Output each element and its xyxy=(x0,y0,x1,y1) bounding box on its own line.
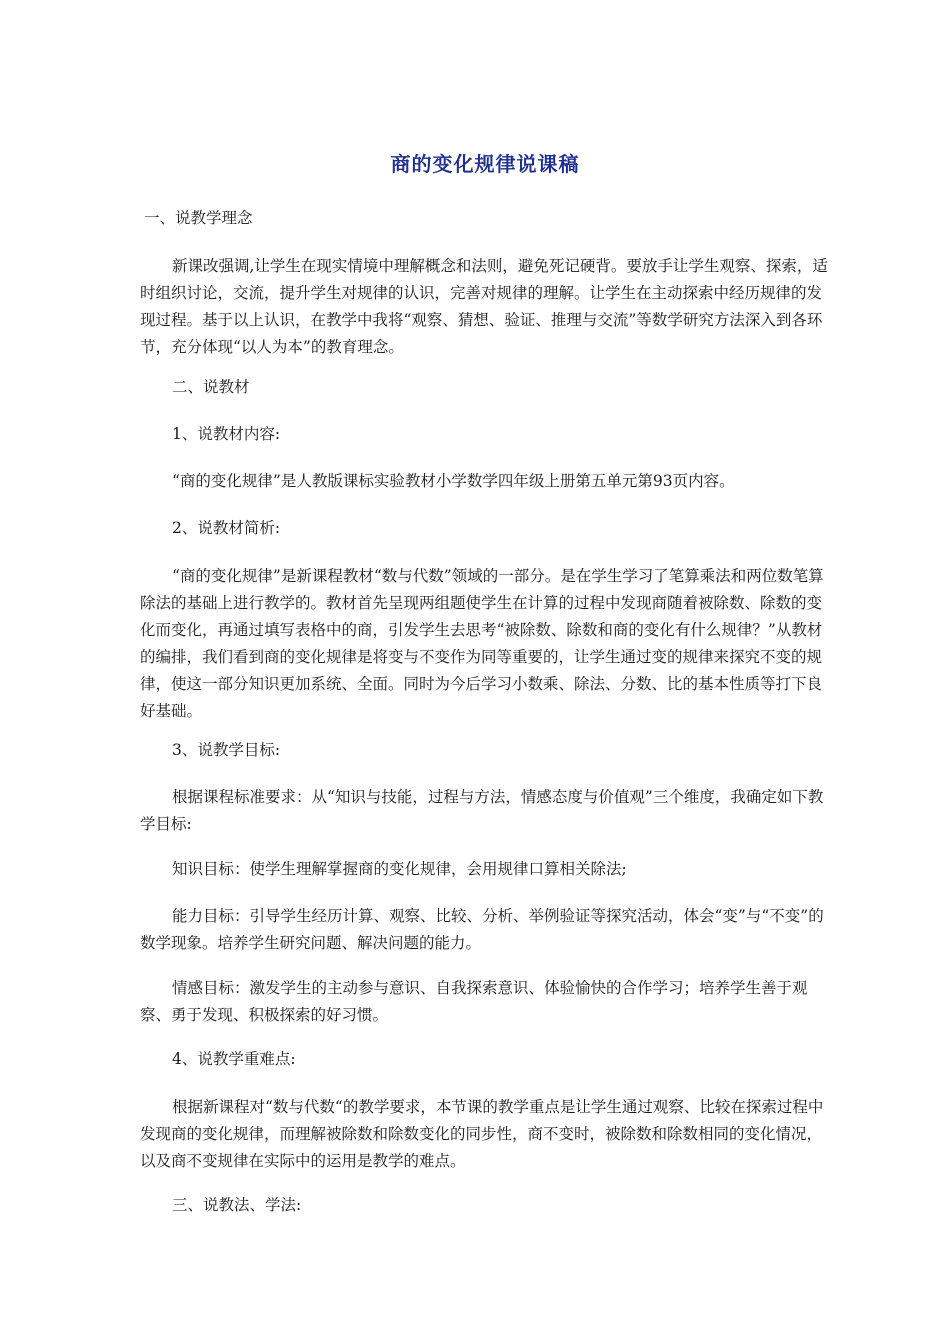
subheading-textbook-analysis: 2、说教材简析: xyxy=(172,519,281,537)
subheading-key-points: 4、说教学重难点: xyxy=(172,1050,296,1068)
paragraph-textbook-content: “商的变化规律”是人教版课标实验教材小学数学四年级上册第五单元第93页内容。 xyxy=(172,472,735,490)
subheading-teaching-goals: 3、说教学目标: xyxy=(172,741,281,759)
document-title: 商的变化规律说课稿 xyxy=(390,152,580,176)
paragraph-ability-goal: 能力目标：引导学生经历计算、观察、比较、分析、举例验证等探究活动，体会“变”与“不变”的数学现象。培养学生研究问题、解决问题的能力。 xyxy=(140,907,824,952)
section-heading-textbook: 二、说教材 xyxy=(172,378,250,396)
section-heading-teaching-philosophy: 一、说教学理念 xyxy=(144,209,253,227)
paragraph-goals-intro: 根据课程标准要求：从“知识与技能，过程与方法，情感态度与价值观”三个维度，我确定如下教学目标: xyxy=(140,788,824,833)
paragraph-teaching-philosophy: 新课改强调,让学生在现实情境中理解概念和法则，避免死记硬背。要放手让学生观察、探索，适时组织讨论，交流，提升学生对规律的认识，完善对规律的理解。让学生在主动探索中经历规律的发现过程。基于以上认识，在教学中我将“观察、猜想、验证、推理与交流”等数学研究方法深入到各环节，充分体现“以人为本”的教育理念。 xyxy=(140,257,828,356)
paragraph-emotion-goal: 情感目标：激发学生的主动参与意识、自我探索意识、体验愉快的合作学习；培养学生善于观察、勇于发现、积极探索的好习惯。 xyxy=(140,979,808,1024)
paragraph-textbook-analysis: “商的变化规律”是新课程教材“数与代数”领域的一部分。是在学生学习了笔算乘法和两位数笔算除法的基础上进行教学的。教材首先呈现两组题使学生在计算的过程中发现商随着被除数、除数的变化而变化，再通过填写表格中的商，引发学生去思考“被除数、除数和商的变化有什么规律？”从教材的编排，我们看到商的变化规律是将变与不变作为同等重要的，让学生通过变的规律来探究不变的规律，使这一部分知识更加系统、全面。同时为今后学习小数乘、除法、分数、比的基本性质等打下良好基础。 xyxy=(140,567,824,720)
paragraph-key-points: 根据新课程对“数与代数“的教学要求，本节课的教学重点是让学生通过观察、比较在探索过程中发现商的变化规律，而理解被除数和除数变化的同步性，商不变时，被除数和除数相同的变化情况，以及商不变规律在实际中的运用是教学的难点。 xyxy=(140,1098,824,1170)
paragraph-knowledge-goal: 知识目标：使学生理解掌握商的变化规律，会用规律口算相关除法; xyxy=(172,860,627,878)
subheading-textbook-content: 1、说教材内容: xyxy=(172,425,281,443)
section-heading-methods: 三、说教法、学法: xyxy=(172,1196,302,1214)
